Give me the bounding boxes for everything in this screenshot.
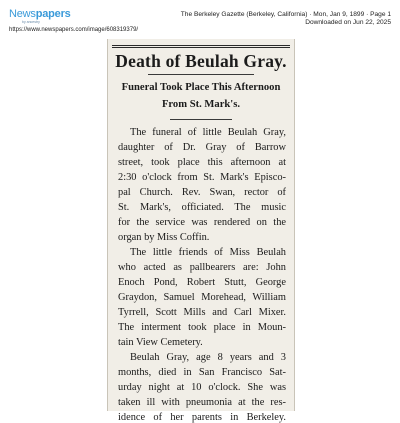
body-line: pal Church. Rev. Swan, rector of: [118, 187, 286, 198]
body-line: Beulah Gray, age 8 years and 3: [130, 352, 286, 363]
headline-rule: [148, 74, 254, 75]
body-line: Graydon, Samuel Morehead, William: [118, 292, 286, 303]
body-line: for the service was rendered on the: [118, 217, 286, 228]
top-rule: [112, 45, 290, 48]
body-line: months, died in San Francisco Sat-: [118, 367, 286, 378]
newspapers-logo[interactable]: [9, 9, 71, 20]
body-line: daughter of Dr. Gray of Barrow: [118, 142, 286, 153]
body-line: The interment took place in Moun-: [118, 322, 286, 333]
download-date: Downloaded on Jun 22, 2025: [305, 19, 391, 26]
body-line: 2:30 o'clock from St. Mark's Episco-: [118, 172, 286, 183]
logo-tagline: by ancestry: [22, 20, 40, 24]
body-line: Tyrrell, Scott Mills and Carl Mixer.: [118, 307, 286, 318]
logo-papers-text: papers: [35, 8, 71, 20]
image-url[interactable]: https://www.newspapers.com/image/608319379/: [9, 27, 139, 33]
citation-block: [181, 11, 391, 27]
article-subhead: Funeral Took Place This Afternoon From St. Mark's.: [121, 82, 281, 110]
logo-news-text: News: [9, 8, 36, 20]
body-line: The little friends of Miss Beulah: [130, 247, 286, 258]
body-line: tain View Cemetery.: [118, 337, 203, 348]
citation-line: The Berkeley Gazette (Berkeley, California) · Mon, Jan 9, 1899 · Page 1: [180, 11, 391, 18]
body-line: St. Mark's, officiated. The music: [118, 202, 286, 213]
body-line: street, took place this afternoon at: [118, 157, 286, 168]
body-line: urday night at 10 o'clock. She was: [118, 382, 286, 393]
newspaper-clipping: [107, 39, 295, 423]
body-line: The funeral of little Beulah Gray,: [130, 127, 286, 138]
body-line: idence of her parents in Berkeley.: [118, 412, 286, 423]
body-line: taken ill with pneumonia at the res-: [118, 397, 286, 408]
body-line: Enoch Pond, Robert Stutt, George: [118, 277, 286, 288]
body-line: who acted as pallbearers are: John: [118, 262, 286, 273]
subhead-rule: [170, 119, 232, 120]
article-headline: Death of Beulah Gray.: [115, 51, 287, 71]
body-line: organ by Miss Coffin.: [118, 232, 210, 243]
